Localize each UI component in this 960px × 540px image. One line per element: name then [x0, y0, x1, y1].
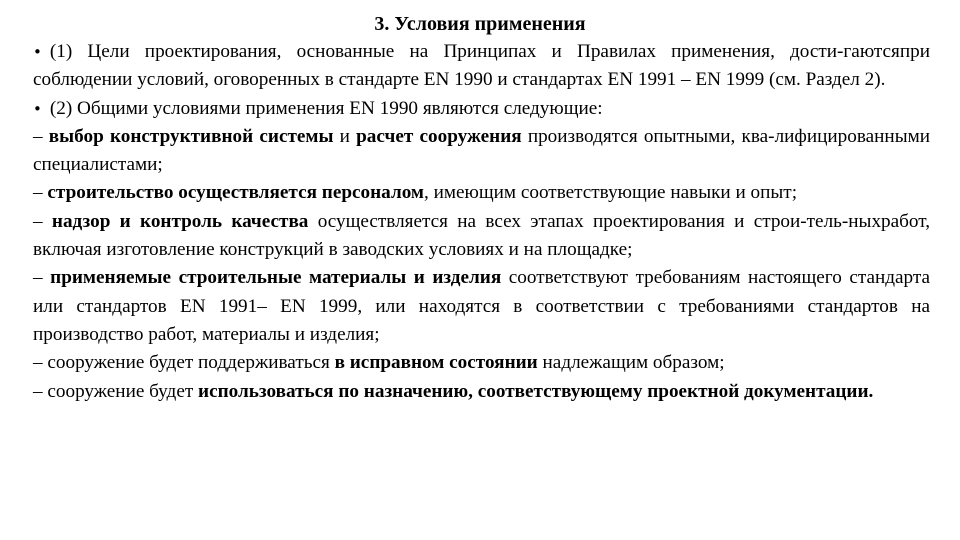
condition-design-mid: и: [333, 125, 357, 147]
condition-design-rest: производятся опытными, ква-лифицированными специалистами;: [33, 125, 931, 176]
slide-title: 3. Условия применения: [374, 13, 586, 35]
condition-design-bold: выбор конструктивной системы: [48, 125, 334, 147]
condition-design-bold-2: расчет сооружения: [356, 125, 522, 147]
bullet-icon: •: [33, 99, 42, 118]
condition-design: [33, 123, 930, 180]
paragraph-goals-text: (1) Цели проектирования, основанные на Принципах и Правилах применения, дости-гаютсяпри соблюдении условий, оговоренных в стандарте EN 1990 и стандартах EN 1991 – EN 1999 (см. Раздел 2).: [33, 41, 930, 91]
slide-body: [33, 38, 930, 406]
condition-construction: [33, 179, 930, 207]
condition-maintenance: [33, 349, 930, 377]
condition-materials-bold: применяемые строительные материалы и изделия: [50, 267, 502, 289]
bullet-icon: •: [33, 43, 42, 61]
condition-construction-bold: строительство осуществляется персоналом: [47, 182, 425, 204]
paragraph-general-conditions-text: (2) Общими условиями применения EN 1990 являются следующие:: [49, 97, 603, 119]
condition-materials: [33, 264, 930, 349]
condition-supervision: [33, 208, 930, 265]
condition-maintenance-bold: в исправном состоянии: [334, 352, 538, 374]
condition-usage-pre: – сооружение будет: [33, 380, 199, 402]
condition-maintenance-rest: надлежащим образом;: [537, 352, 725, 374]
condition-usage-bold: использоваться по назначению, соответствующему проектной документации.: [198, 380, 874, 402]
condition-supervision-bold: надзор и контроль качества: [51, 210, 309, 232]
condition-supervision-rest: осуществляется на всех этапах проектирования и строи-тель-ныхработ, включая изготовление конструкций в заводских условиях и на площадке;: [33, 210, 930, 261]
dash: –: [33, 182, 48, 204]
condition-construction-rest: , имеющим соответствующие навыки и опыт;: [424, 182, 798, 204]
condition-materials-rest: соответствуют требованиям настоящего стандарта или стандартов EN 1991– EN 1999, или находятся в соответствии с требованиями стандартов на производство работ, материалы и изделия;: [33, 267, 930, 345]
dash: –: [33, 125, 49, 147]
paragraph-general-conditions: [33, 95, 930, 123]
dash: –: [33, 267, 51, 289]
condition-maintenance-pre: – сооружение будет поддерживаться: [33, 352, 335, 374]
paragraph-goals: [33, 38, 930, 95]
condition-usage: [33, 378, 930, 406]
dash: –: [33, 210, 52, 232]
